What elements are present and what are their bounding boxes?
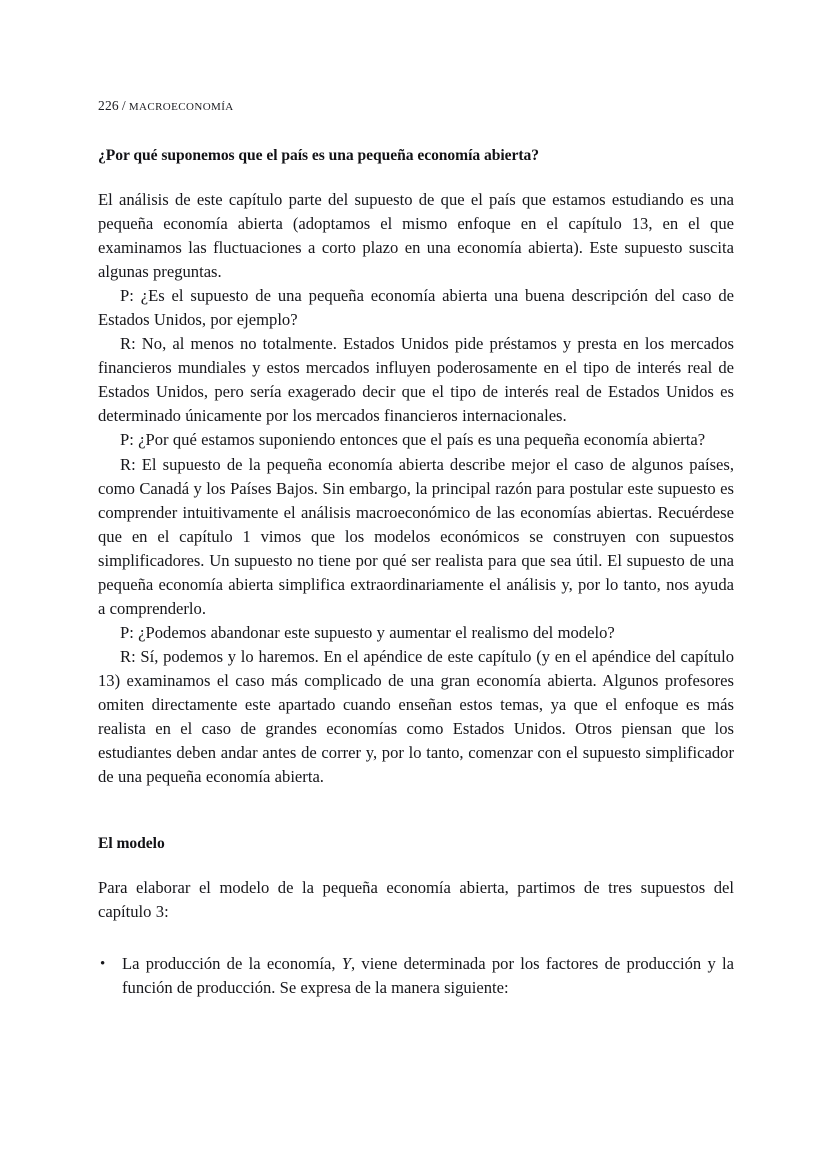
variable-y: Y: [341, 954, 351, 974]
page-content: [98, 0, 734, 1000]
page-folio: 226: [98, 98, 119, 113]
qa-paragraph-4: R: El supuesto de la pequeña economía abierta describe mejor el caso de algunos países, como Canadá y los Países Bajos. Sin embargo, la principal razón para postular este supuesto es comprender intuitivamente el análisis macroeconómico de las economías abiertas. Recuérdese que en el capítulo 1 vimos que los modelos económicos se construyen con supuestos simplificadores. Un supuesto no tiene por qué ser realista para que sea útil. El supuesto de una pequeña economía abierta simplifica extraordinariamente el análisis y, por lo tanto, nos ayuda a comprenderlo.: [98, 454, 734, 618]
bullet-text-after: , viene determinada por los factores de producción y la función de producción. Se expresa de la manera siguiente:: [122, 954, 734, 998]
running-head-separator: /: [121, 98, 126, 113]
model-section-heading: El modelo: [98, 835, 165, 853]
intro-paragraph: El análisis de este capítulo parte del supuesto de que el país que estamos estudiando es una pequeña economía abierta (adoptamos el mismo enfoque en el capítulo 13, en el que examinamos las fluctuaciones a corto plazo en una economía abierta). Este supuesto suscita algunas preguntas.: [98, 190, 734, 282]
model-intro-paragraph: Para elaborar el modelo de la pequeña economía abierta, partimos de tres supuestos del capítulo 3:: [98, 878, 734, 922]
qa-paragraph-5: P: ¿Podemos abandonar este supuesto y aumentar el realismo del modelo?: [120, 622, 615, 642]
running-head-title: macroeconomía: [128, 98, 234, 114]
qa-paragraph-1: P: ¿Es el supuesto de una pequeña economía abierta una buena descripción del caso de Estados Unidos, por ejemplo?: [98, 286, 734, 330]
qa-paragraph-6: R: Sí, podemos y lo haremos. En el apéndice de este capítulo (y en el apéndice del capítulo 13) examinamos el caso más complicado de una gran economía abierta. Algunos profesores omiten directamente este apartado cuando enseñan estos temas, ya que el enfoque es más realista en el caso de grandes economías como Estados Unidos. Otros piensan que los estudiantes deben andar antes de correr y, por lo tanto, comenzar con el supuesto simplificador de una pequeña economía abierta.: [98, 646, 734, 787]
running-head: [98, 0, 734, 115]
bullet-icon: •: [100, 956, 106, 973]
question-section-heading: ¿Por qué suponemos que el país es una pequeña economía abierta?: [98, 147, 540, 164]
assumptions-list: [98, 924, 734, 1000]
list-item: [98, 952, 734, 1000]
qa-paragraph-3: P: ¿Por qué estamos suponiendo entonces que el país es una pequeña economía abierta?: [120, 430, 706, 450]
qa-paragraph-2: R: No, al menos no totalmente. Estados Unidos pide préstamos y presta en los mercados financieros mundiales y estos mercados influyen poderosamente en el tipo de interés real de Estados Unidos, pero sería exagerado decir que el tipo de interés real de Estados Unidos es determinado únicamente por los mercados financieros internacionales.: [98, 334, 734, 426]
bullet-text-before: La producción de la economía,: [122, 954, 342, 974]
